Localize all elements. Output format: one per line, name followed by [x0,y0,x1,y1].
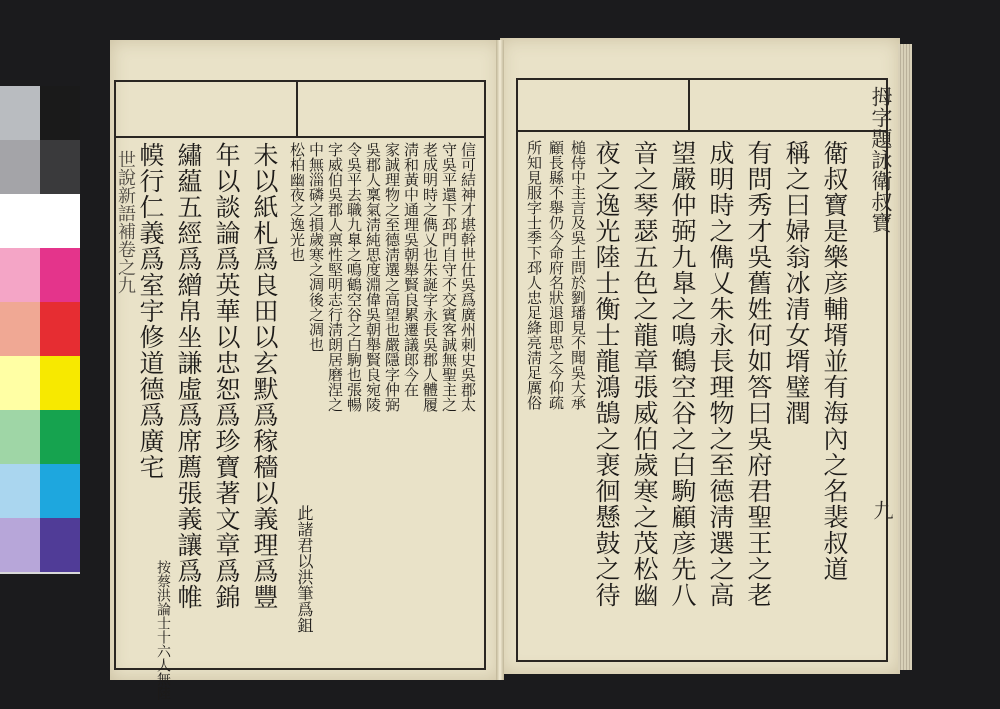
color-chip [0,140,40,194]
left-note-7: 令吳平去職九臯之鳴鶴空谷之白駒也張暢 [345,142,363,412]
left-header-rule [114,136,484,138]
color-chip [40,194,80,248]
right-note-2: 顧長縣不舉仍今命府名狀退即思之今仰疏 [547,140,565,410]
color-chip [40,464,80,518]
right-header-divider [688,80,690,130]
color-calibration-chart [0,86,80,574]
right-col-7: 夜之逸光陸士衡士龍鴻鵠之裵徊懸鼓之待 [592,140,621,608]
left-note-6: 吳郡人稟氣淸純思度淵偉吳朝舉賢良宛陵 [364,142,382,412]
color-chip [0,248,40,302]
color-chip [0,464,40,518]
left-note-4: 淸和黃中通理吳朝舉賢良累遷議郎今在 [402,142,420,397]
left-note-10: 松柏幽夜之逸光也 [288,142,306,262]
left-col-4: 幙行仁義爲室宇修道德爲廣宅 [136,142,165,480]
page-stack-edge [898,44,912,670]
right-col-3: 有問秀才吳舊姓何如答曰吳府君聖王之老 [744,140,773,608]
right-col-2: 稱之曰婦翁冰清女壻璧潤 [782,140,811,426]
left-footer-note: 按蔡洪論士十六人無陸 [155,560,171,700]
left-tail-note: 此諸君以洪筆爲鉏 [295,505,314,633]
left-note-1: 信可結神才堪幹世仕吳爲廣州刺史吳郡太 [459,142,477,412]
color-chip [40,302,80,356]
right-note-1: 槌侍中主言及吳士問於劉璠見不聞吳大承 [569,140,587,410]
left-page-side-title: 世說新語補卷之九 [115,150,136,294]
right-page-header-title: 拇字題詠衛叔寶 [869,86,893,233]
color-chip [40,356,80,410]
left-note-9: 中無淄磷之損歲寒之凋後之凋也 [307,142,325,352]
right-col-5: 望嚴仲弼九臯之鳴鶴空谷之白駒顧彦先八 [668,140,697,608]
left-col-2: 年以談論爲英華以忠恕爲珍寶著文章爲錦 [212,142,241,610]
left-header-divider [296,82,298,136]
right-col-6: 音之琴瑟五色之龍章張威伯歲寒之茂松幽 [630,140,659,608]
color-chip [0,86,40,140]
color-chip [40,518,80,572]
left-note-5: 家誠理物之至德淸選之高望也嚴隱字仲弼 [383,142,401,412]
color-chip [0,302,40,356]
right-page-number: 九 [870,500,894,520]
right-header-rule [516,130,886,132]
color-chip [0,410,40,464]
color-chip [0,518,40,572]
left-col-3: 繡藴五經爲繒帛坐謙虛爲席薦張義讓爲帷 [174,142,203,610]
right-col-4: 成明時之儁乂朱永長理物之至德淸選之高 [706,140,735,608]
color-chip [40,86,80,140]
color-chip [40,410,80,464]
color-chip [40,140,80,194]
color-chip [0,194,40,248]
left-note-8: 字威伯吳郡人禀性堅明志行淸朗居磨涅之 [326,142,344,412]
book-spine [496,40,504,680]
right-col-1: 衛叔寶是樂彦輔壻並有海內之名裴叔道 [820,140,849,582]
left-note-2: 守吳平還下邳門自守不交賓客誠無聖主之 [440,142,458,412]
color-chip [0,356,40,410]
color-chip [40,248,80,302]
right-note-3: 所知見服字士季下邳人忠足絳亮淸足厲俗 [525,140,543,410]
left-note-3: 老成明時之儁乂也朱誕字永長吳郡人體履 [421,142,439,412]
left-col-1: 未以紙札爲良田以玄默爲稼穡以義理爲豐 [250,142,279,610]
